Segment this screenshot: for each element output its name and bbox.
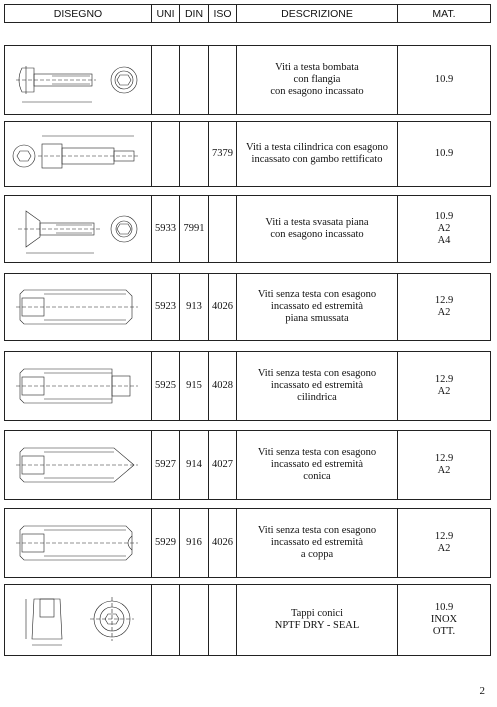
uni-cell: 5923 <box>152 274 180 341</box>
uni-cell <box>152 585 180 656</box>
iso-cell <box>209 196 237 263</box>
description-cell: Viti senza testa con esagono incassato ed estremità conica <box>237 431 398 500</box>
iso-cell: 4026 <box>209 274 237 341</box>
material-cell: 10.9 INOX OTT. <box>398 585 491 656</box>
uni-cell: 5927 <box>152 431 180 500</box>
description-cell: Viti a testa bombata con flangia con esagono incassato <box>237 46 398 115</box>
description-cell: Viti a testa cilindrica con esagono incassato con gambo rettificato <box>237 122 398 187</box>
table-row <box>4 508 491 578</box>
dog-point-set-screw-icon <box>14 361 142 411</box>
uni-cell: 5925 <box>152 352 180 421</box>
din-cell <box>180 122 209 187</box>
uni-cell <box>152 122 180 187</box>
description-cell: Viti senza testa con esagono incassato ed estremità cilindrica <box>237 352 398 421</box>
flanged-button-head-screw-icon <box>12 50 144 110</box>
drawing-cell <box>5 274 152 341</box>
cone-point-set-screw-icon <box>14 440 142 490</box>
din-cell: 913 <box>180 274 209 341</box>
header-iso: ISO <box>209 5 237 23</box>
drawing-cell <box>5 431 152 500</box>
material-cell: 10.9 <box>398 46 491 115</box>
iso-cell <box>209 585 237 656</box>
drawing-cell <box>5 352 152 421</box>
description-cell: Viti senza testa con esagono incassato ed estremità a coppa <box>237 509 398 578</box>
din-cell: 916 <box>180 509 209 578</box>
iso-cell <box>209 46 237 115</box>
material-cell: 12.9 A2 <box>398 431 491 500</box>
table-row <box>4 45 491 115</box>
uni-cell <box>152 46 180 115</box>
material-cell: 12.9 A2 <box>398 274 491 341</box>
table-row <box>4 430 491 500</box>
header-table <box>4 4 491 23</box>
material-cell: 10.9 <box>398 122 491 187</box>
iso-cell: 4028 <box>209 352 237 421</box>
material-cell: 12.9 A2 <box>398 352 491 421</box>
header-descrizione: DESCRIZIONE <box>237 5 398 23</box>
iso-cell: 7379 <box>209 122 237 187</box>
din-cell: 914 <box>180 431 209 500</box>
table-row <box>4 273 491 341</box>
shoulder-screw-icon <box>10 126 146 182</box>
table-row <box>4 195 491 263</box>
header-disegno: DISEGNO <box>5 5 152 23</box>
din-cell: 915 <box>180 352 209 421</box>
table-row <box>4 351 491 421</box>
drawing-cell <box>5 509 152 578</box>
material-cell: 10.9 A2 A4 <box>398 196 491 263</box>
page-number: 2 <box>479 685 485 697</box>
material-cell: 12.9 A2 <box>398 509 491 578</box>
tapered-plug-icon <box>12 589 144 651</box>
description-cell: Viti a testa svasata piana con esagono incassato <box>237 196 398 263</box>
drawing-cell <box>5 122 152 187</box>
header-mat: MAT. <box>398 5 491 23</box>
din-cell: 7991 <box>180 196 209 263</box>
flat-point-set-screw-icon <box>14 282 142 332</box>
uni-cell: 5933 <box>152 196 180 263</box>
iso-cell: 4027 <box>209 431 237 500</box>
drawing-cell <box>5 196 152 263</box>
table-row <box>4 584 491 656</box>
uni-cell: 5929 <box>152 509 180 578</box>
description-cell: Tappi conici NPTF DRY - SEAL <box>237 585 398 656</box>
header-uni: UNI <box>152 5 180 23</box>
din-cell <box>180 46 209 115</box>
description-cell: Viti senza testa con esagono incassato ed estremità piana smussata <box>237 274 398 341</box>
countersunk-screw-icon <box>12 199 144 259</box>
drawing-cell <box>5 46 152 115</box>
header-din: DIN <box>180 5 209 23</box>
drawing-cell <box>5 585 152 656</box>
iso-cell: 4026 <box>209 509 237 578</box>
table-row <box>4 121 491 187</box>
din-cell <box>180 585 209 656</box>
cup-point-set-screw-icon <box>14 518 142 568</box>
